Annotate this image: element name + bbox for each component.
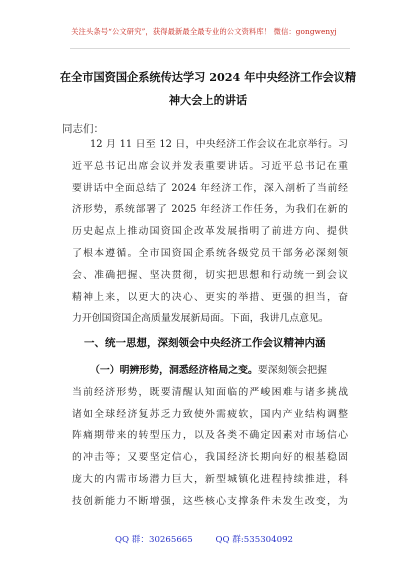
header-divider bbox=[70, 48, 350, 49]
text-line: 济形势，系统部署了 2025 年经济工作任务，为我们在新的 bbox=[72, 204, 348, 216]
text-line: 庞大的内需市场潜力巨大，新型城镇化进程持续推进，科 bbox=[72, 473, 348, 485]
text-line: 会、准确把握、坚决贯彻，切实把思想和行动统一到会议 bbox=[72, 269, 348, 281]
qq-group-2: QQ 群:535304092 bbox=[215, 535, 294, 545]
header-promo-note: 关注头条号“公文研究”，获得最新最全最专业的公文资料库！ 微信：gongwenyj bbox=[71, 27, 337, 36]
title-line: 神大会上的讲话 bbox=[168, 93, 248, 107]
title-line: 在全市国资国企系统传达学习 2024 年中央经济工作会议精 bbox=[59, 70, 357, 84]
text-line: 技创新能力不断增强，这些核心支撑条件未发生改变，为 bbox=[72, 495, 348, 507]
text-line: 的冲击等；又要坚定信心，我国经济长期向好的根基稳固 bbox=[72, 452, 348, 464]
paragraph-situation bbox=[72, 360, 348, 513]
text-line: 阵痛期带来的转型压力，以及各类不确定因素对市场信心 bbox=[72, 430, 348, 442]
text-line: 当前经济形势，既要清醒认知面临的严峻困难与诸多挑战 bbox=[72, 386, 348, 398]
footer-qq-groups bbox=[0, 533, 408, 545]
text-line: 诸如全球经济复苏乏力致使外需疲软，国内产业结构调整 bbox=[72, 408, 348, 420]
subsection-heading: （一）明辨形势，洞悉经济格局之变。 bbox=[90, 365, 258, 376]
document-title bbox=[52, 66, 364, 112]
text-line: 近平总书记出席会议并发表重要讲话。习近平总书记在重 bbox=[72, 160, 348, 172]
text-line: 历史起点上推动国资国企改革发展指明了前进方向、提供 bbox=[72, 226, 348, 238]
text-fragment: 要深刻领会把握 bbox=[257, 365, 328, 376]
text-line: 要讲话中全面总结了 2024 年经济工作，深入剖析了当前经 bbox=[72, 182, 348, 194]
text-line: 了根本遵循。全市国资国企系统各级党员干部务必深刻领 bbox=[72, 247, 348, 259]
text-line bbox=[72, 360, 348, 382]
section-heading: 一、统一思想，深刻领会中央经济工作会议精神内涵 bbox=[84, 337, 326, 349]
qq-group-1: QQ 群：30265665 bbox=[114, 535, 193, 545]
salutation: 同志们： bbox=[62, 123, 104, 135]
text-line: 12 月 11 日至 12 日，中央经济工作会议在北京举行。习 bbox=[90, 139, 348, 150]
paragraph-intro bbox=[72, 134, 348, 330]
text-line: 力开创国资国企高质量发展新局面。下面，我讲几点意见。 bbox=[72, 313, 329, 325]
text-line: 精神上来，以更大的决心、更实的举措、更强的担当，奋 bbox=[72, 291, 348, 303]
